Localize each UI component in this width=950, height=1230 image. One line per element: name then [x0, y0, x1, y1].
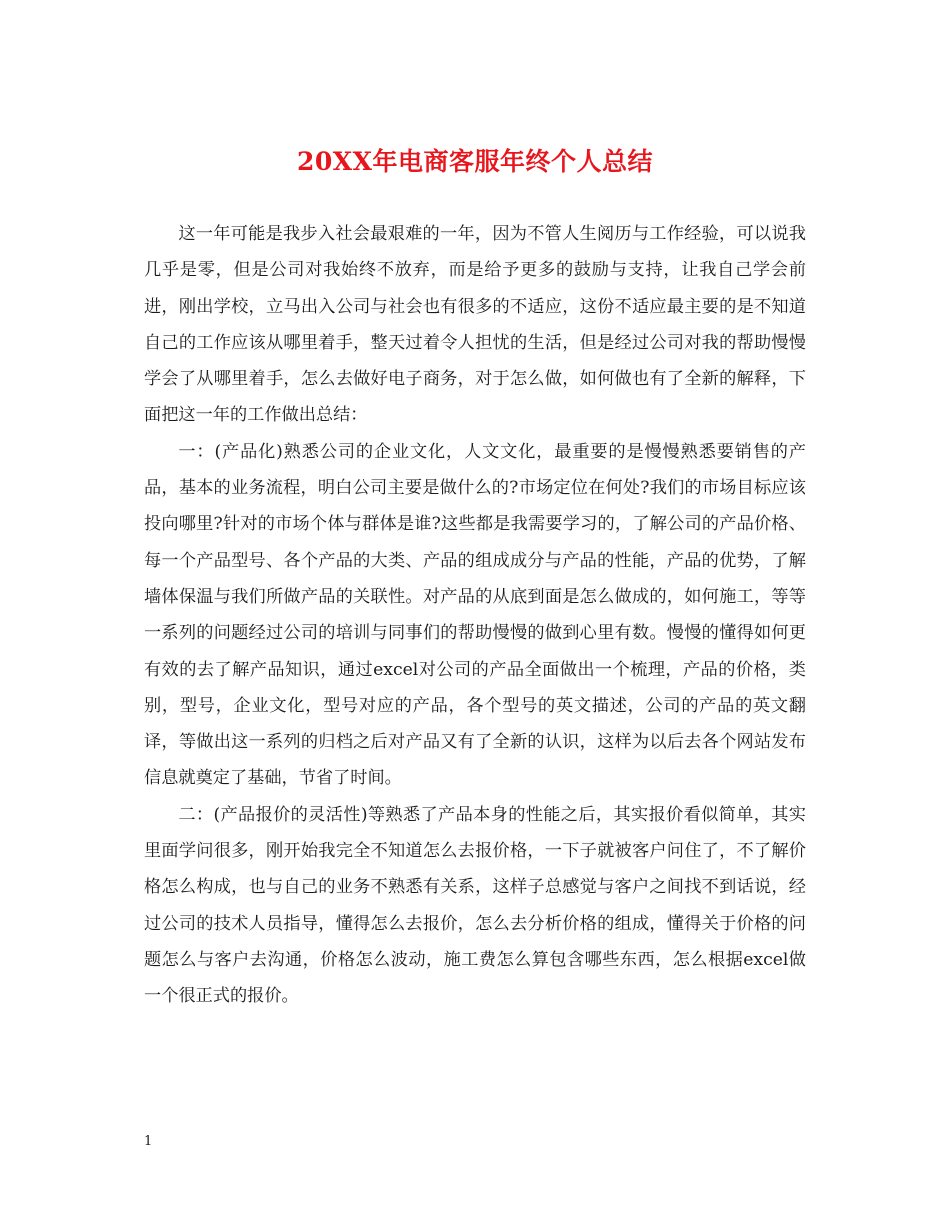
page-number: 1 [144, 1134, 153, 1149]
paragraph-intro: 这一年可能是我步入社会最艰难的一年，因为不管人生阅历与工作经验，可以说我几乎是零，但是公司对我始终不放弃，而是给予更多的鼓励与支持，让我自己学会前进，刚出学校，立马出入公司与社会也有很多的不适应，这份不适应最主要的是不知道自己的工作应该从哪里着手，整天过着令人担忧的生活，但是经过公司对我的帮助慢慢学会了从哪里着手，怎么去做好电子商务，对于怎么做，如何做也有了全新的解释，下面把这一年的工作做出总结： [144, 224, 806, 426]
paragraph-section-two: 二：(产品报价的灵活性)等熟悉了产品本身的性能之后，其实报价看似简单，其实里面学问很多，刚开始我完全不知道怎么去报价格，一下子就被客户问住了，不了解价格怎么构成，也与自己的业务不熟悉有关系，这样子总感觉与客户之间找不到话说，经过公司的技术人员指导，懂得怎么去报价，怎么去分析价格的组成，懂得关于价格的问题怎么与客户去沟通，价格怎么波动，施工费怎么算包含哪些东西，怎么根据excel做一个很正式的报价。 [144, 804, 806, 1007]
document-body [144, 216, 806, 1015]
document-title: 20XX年电商客服年终个人总结 [296, 147, 654, 176]
paragraph-section-one: 一：(产品化)熟悉公司的企业文化，人文文化，最重要的是慢慢熟悉要销售的产品，基本的业务流程，明白公司主要是做什么的?市场定位在何处?我们的市场目标应该投向哪里?针对的市场个体与群体是谁?这些都是我需要学习的，了解公司的产品价格、每一个产品型号、各个产品的大类、产品的组成成分与产品的性能，产品的优势，了解墙体保温与我们所做产品的关联性。对产品的从底到面是怎么做成的，如何施工，等等一系列的问题经过公司的培训与同事们的帮助慢慢的做到心里有数。慢慢的懂得如何更有效的去了解产品知识，通过excel对公司的产品全面做出一个梳理，产品的价格，类别，型号，企业文化，型号对应的产品，各个型号的英文描述，公司的产品的英文翻译，等做出这一系列的归档之后对产品又有了全新的认识，这样为以后去各个网站发布信息就奠定了基础，节省了时间。 [144, 441, 806, 789]
